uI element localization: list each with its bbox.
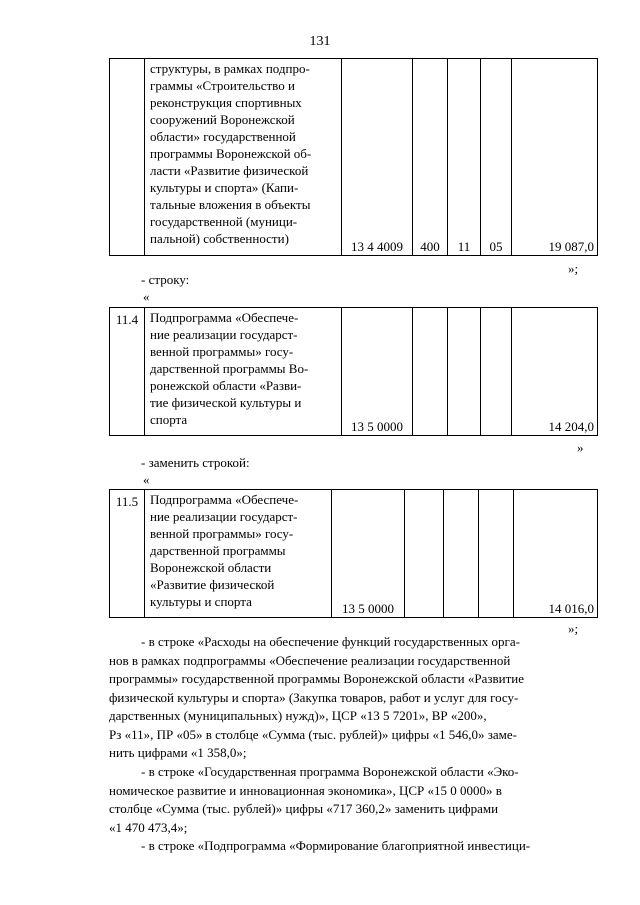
name-line: реконструкция спортивных (150, 95, 302, 110)
name-line: тие физической культуры и (150, 395, 302, 410)
pr-cell: 05 (481, 59, 512, 256)
row-name-cell (145, 490, 332, 618)
row-number-cell: 11.5 (110, 490, 145, 618)
name-line: культуры и спорта (150, 594, 252, 609)
rz-cell (444, 490, 479, 618)
name-line: сооружений Воронежской (150, 112, 295, 127)
csr-cell: 13 4 4009 (342, 59, 413, 256)
name-line: структуры, в рамках подпро- (150, 61, 310, 76)
name-line: спорта (150, 412, 188, 427)
closing-quote: »; (568, 621, 579, 636)
paragraph-line: - в строке «Государственная программа Воронежской области «Эко- (141, 764, 519, 779)
name-line: дарственной программы (150, 543, 286, 558)
paragraph-line: столбце «Сумма (тыс. рублей)» цифры «717 360,2» заменить цифрами (109, 801, 499, 816)
row-number-cell (110, 59, 145, 256)
paragraph-line: Рз «11», ПР «05» в столбце «Сумма (тыс. рублей)» цифры «1 546,0» заме- (109, 726, 517, 742)
paragraph-line: номическое развитие и инновационная экономика», ЦСР «15 0 0000» в (109, 782, 502, 798)
name-line: программы Воронежской об- (150, 146, 312, 161)
paragraph-line: нов в рамках подпрограммы «Обеспечение реализации государственной (109, 652, 511, 668)
budget-table-2 (109, 307, 598, 436)
row-name-cell (145, 308, 342, 436)
name-line: венной программы» госу- (150, 526, 294, 541)
name-line: культуры и спорта» (Капи- (150, 180, 299, 195)
table-row (110, 308, 598, 436)
paragraph-line: программы» государственной программы Воронежской области «Развитие (109, 671, 525, 686)
csr-cell: 13 5 0000 (332, 490, 405, 618)
name-line: государственной (муници- (150, 214, 298, 229)
paragraph-line: физической культуры и спорта» (Закупка товаров, работ и услуг для госу- (109, 689, 519, 705)
paragraph-line: дарственных (муниципальных) нужд)», ЦСР «13 5 7201», ВР «200», (109, 708, 487, 723)
sum-cell: 14 204,0 (512, 308, 598, 436)
name-line: ние реализации государст- (150, 509, 298, 524)
name-line: ние реализации государст- (150, 327, 298, 342)
amendment-paragraph-3 (109, 837, 585, 856)
amendment-paragraph-1 (109, 633, 585, 763)
budget-table-1 (109, 58, 598, 256)
instruction-line: - строку: (141, 272, 190, 287)
pr-cell (481, 308, 512, 436)
name-line: Подпрограмма «Обеспече- (150, 310, 299, 325)
name-line: дарственной программы Во- (150, 361, 309, 376)
name-line: Подпрограмма «Обеспече- (150, 492, 299, 507)
sum-cell: 14 016,0 (514, 490, 598, 618)
amendment-paragraph-2 (109, 763, 585, 837)
name-line: тальные вложения в объекты (150, 197, 311, 212)
row-name-cell (145, 59, 342, 256)
instruction-line: - заменить строкой: (141, 455, 250, 470)
table-row (110, 490, 598, 618)
name-line: области» государственной (150, 129, 296, 144)
table-row (110, 59, 598, 256)
rz-cell: 11 (448, 59, 481, 256)
csr-cell: 13 5 0000 (342, 308, 413, 436)
opening-quote: « (143, 472, 150, 487)
opening-quote: « (143, 289, 150, 304)
name-line: «Развитие физической (150, 577, 275, 592)
row-number-cell: 11.4 (110, 308, 145, 436)
rz-cell (448, 308, 481, 436)
closing-quote: » (577, 440, 584, 455)
closing-quote: »; (568, 261, 579, 276)
paragraph-line: нить цифрами «1 358,0»; (109, 745, 247, 760)
name-line: венной программы» госу- (150, 344, 294, 359)
vr-cell: 400 (413, 59, 448, 256)
sum-cell: 19 087,0 (512, 59, 598, 256)
vr-cell (413, 308, 448, 436)
pr-cell (479, 490, 514, 618)
name-line: граммы «Строительство и (150, 78, 295, 93)
name-line: ласти «Развитие физической (150, 163, 309, 178)
name-line: Воронежской области (150, 560, 272, 575)
budget-table-3 (109, 489, 598, 618)
paragraph-line: «1 470 473,4»; (109, 819, 188, 835)
vr-cell (405, 490, 444, 618)
name-line: ронежской области «Разви- (150, 378, 302, 393)
name-line: пальной) собственности) (150, 231, 289, 246)
page-number: 131 (309, 34, 331, 49)
paragraph-line: - в строке «Расходы на обеспечение функций государственных орга- (141, 634, 520, 649)
paragraph-line: - в строке «Подпрограмма «Формирование благоприятной инвестици- (141, 838, 531, 853)
